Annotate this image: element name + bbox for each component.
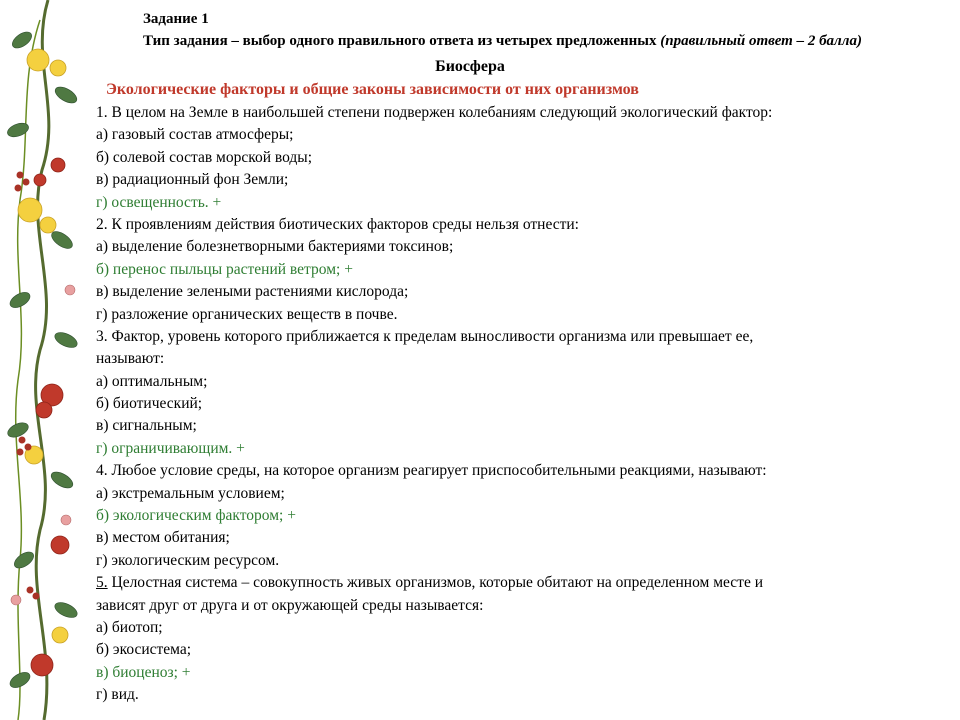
question-4-option-c: в) местом обитания; [96,529,230,547]
task-header [143,9,951,52]
question-1-option-c: в) радиационный фон Земли; [96,171,289,189]
question-4-text: 4. Любое условие среды, на которое организм реагирует приспособительными реакциями, называют: [96,462,767,480]
question-1-option-b: б) солевой состав морской воды; [96,148,313,166]
question-2-option-a: а) выделение болезнетворными бактериями токсинов; [96,238,454,256]
question-5-option-b: б) экосистема; [96,641,192,659]
topic-title: Экологические факторы и общие законы зависимости от них организмов [106,81,639,98]
question-5-option-c-correct: в) биоценоз; + [96,663,191,681]
question-3-option-d-correct: г) ограничивающим. + [96,439,245,457]
subject-title: Биосфера [435,58,505,75]
question-2-option-b-correct: б) перенос пыльцы растений ветром; + [96,260,353,278]
question-5-option-d: г) вид. [96,686,139,704]
question-1-option-d-correct: г) освещенность. + [96,193,222,211]
question-3-option-b: б) биотический; [96,395,203,413]
question-5-text-line-1 [96,572,916,594]
question-2-text: 2. К проявлениям действия биотических факторов среды нельзя отнести: [96,215,579,233]
question-list [96,102,916,707]
question-5-option-a: а) биотоп; [96,618,163,636]
question-2-option-c: в) выделение зелеными растениями кислорода; [96,283,409,301]
question-5-number: 5. [96,574,108,592]
question-2-option-d: г) разложение органических веществ в почве. [96,305,398,323]
question-1-option-a: а) газовый состав атмосферы; [96,126,294,144]
question-3-text-line-1: 3. Фактор, уровень которого приближается к пределам выносливости организма или превышает ее, [96,327,754,345]
task-type-main: Тип задания – выбор одного правильного ответа из четырех предложенных [143,33,661,49]
question-5-text-line-2: зависят друг от друга и от окружающей среды называется: [96,596,484,614]
question-3-option-c: в) сигнальным; [96,417,197,435]
task-title: Задание 1 [143,11,209,27]
flower-vine-illustration [0,0,92,720]
question-3-option-a: а) оптимальным; [96,372,208,390]
question-4-option-d: г) экологическим ресурсом. [96,551,280,569]
question-5-text-rest: Целостная система – совокупность живых организмов, которые обитают на определенном месте и [107,574,763,592]
task-type-description [143,31,951,52]
question-4-option-a: а) экстремальным условием; [96,484,285,502]
question-3-text-line-2: называют: [96,350,165,368]
question-1-text: 1. В целом на Земле в наибольшей степени подвержен колебаниям следующий экологический фактор: [96,104,773,121]
task-type-note: (правильный ответ – 2 балла) [660,33,862,49]
question-4-option-b-correct: б) экологическим фактором; + [96,507,296,525]
